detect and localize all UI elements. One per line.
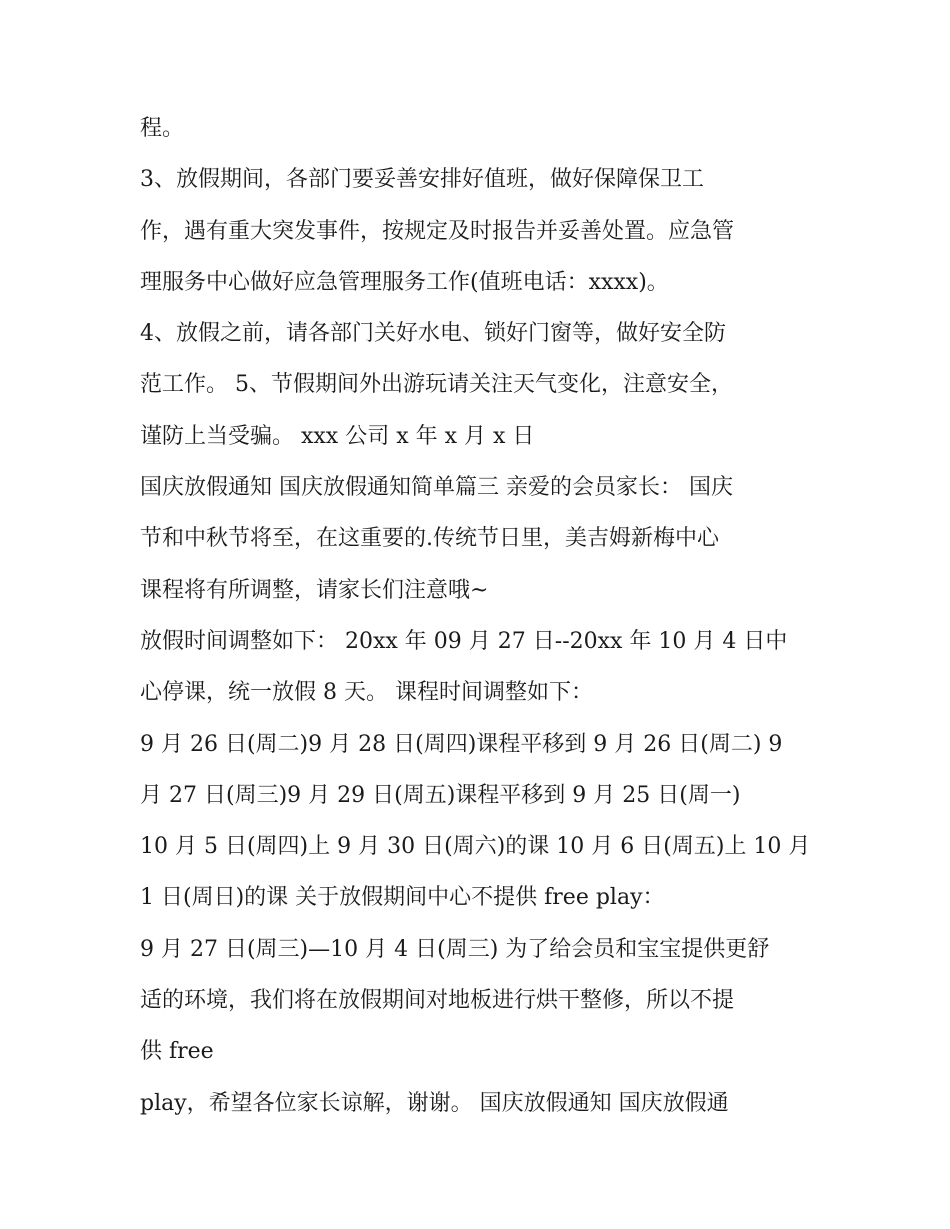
text-line: 月 27 日(周三)9 月 29 日(周五)课程平移到 9 月 25 日(周一) xyxy=(140,782,741,808)
text-line: 4、放假之前，请各部门关好水电、锁好门窗等，做好安全防 xyxy=(140,321,726,347)
text-line: 适的环境，我们将在放假期间对地板进行烘干整修，所以不提 xyxy=(140,988,735,1014)
text-line: play，希望各位家长谅解，谢谢。 国庆放假通知 国庆放假通 xyxy=(140,1090,729,1116)
text-line: 供 free xyxy=(140,1039,214,1065)
text-line: 课程将有所调整，请家长们注意哦~ xyxy=(140,577,489,603)
text-line: 心停课，统一放假 8 天。 课程时间调整如下： xyxy=(140,680,593,706)
text-line: 程。 xyxy=(140,116,185,141)
text-line: 9 月 26 日(周二)9 月 28 日(周四)课程平移到 9 月 26 日(周二) 9 xyxy=(140,731,783,757)
text-line: 节和中秋节将至，在这重要的.传统节日里，美吉姆新梅中心 xyxy=(140,526,719,552)
text-line: 3、放假期间，各部门要妥善安排好值班，做好保障保卫工 xyxy=(140,167,704,193)
text-line: 国庆放假通知 国庆放假通知简单篇三 亲爱的会员家长： 国庆 xyxy=(140,475,733,501)
text-line: 1 日(周日)的课 关于放假期间中心不提供 free play： xyxy=(140,885,665,911)
text-line: 理服务中心做好应急管理服务工作(值班电话：xxxx)。 xyxy=(140,269,669,295)
text-line: 10 月 5 日(周四)上 9 月 30 日(周六)的课 10 月 6 日(周五)上 10 月 xyxy=(140,834,811,860)
text-line: 9 月 27 日(周三)—10 月 4 日(周三) 为了给会员和宝宝提供更舒 xyxy=(140,936,770,962)
text-line: 谨防上当受骗。 xxx 公司 x 年 x 月 x 日 xyxy=(140,423,535,449)
text-line: 放假时间调整如下： 20xx 年 09 月 27 日--20xx 年 10 月 4 日中 xyxy=(140,628,788,654)
text-line: 作，遇有重大突发事件，按规定及时报告并妥善处置。应急管 xyxy=(140,218,735,244)
document-body xyxy=(140,103,830,1129)
text-line: 范工作。 5、节假期间外出游玩请关注天气变化，注意安全， xyxy=(140,372,733,398)
